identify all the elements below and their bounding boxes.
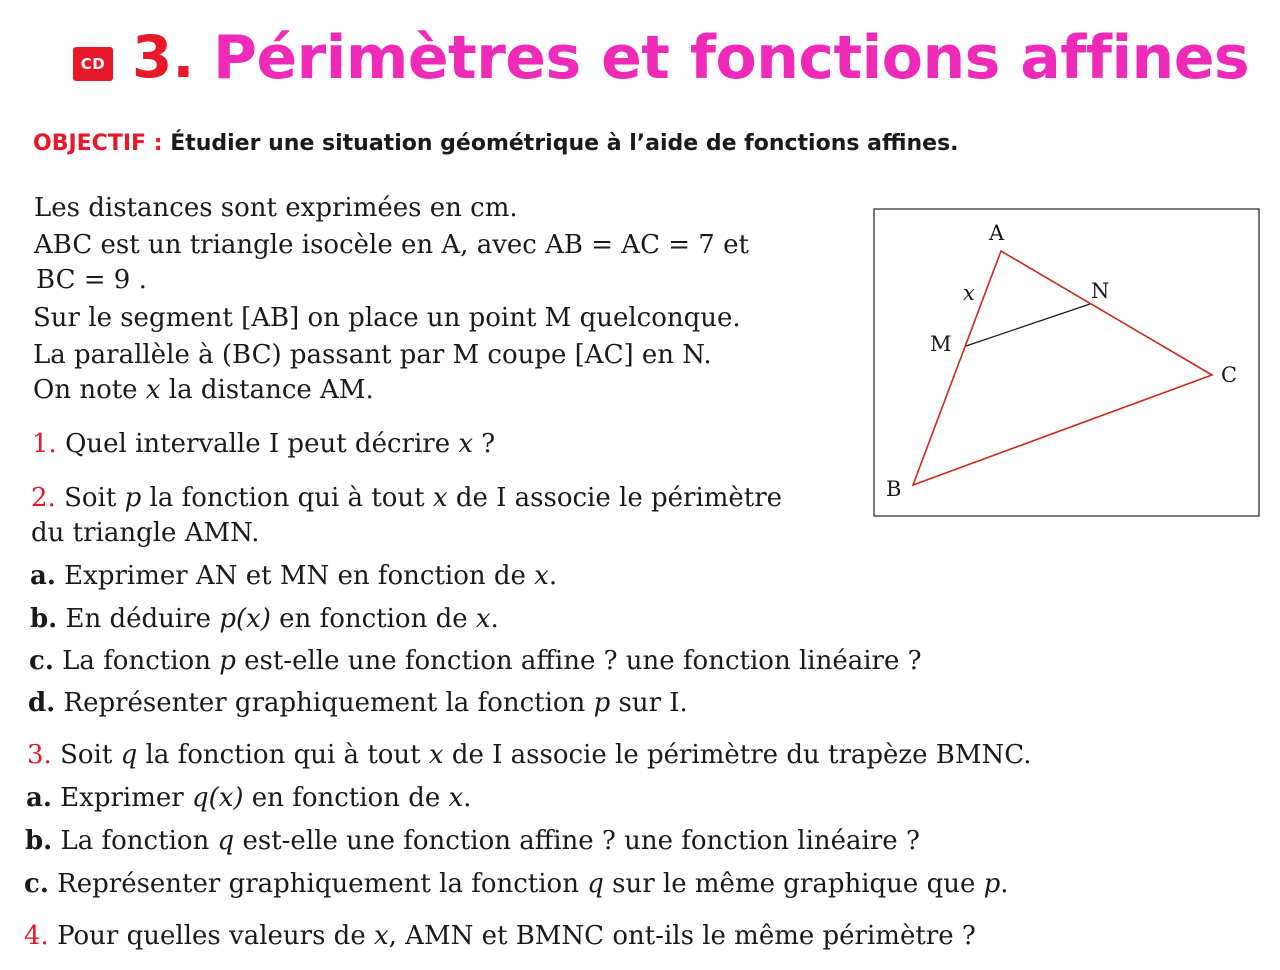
text: On note <box>33 375 146 405</box>
var-p: p <box>983 869 1001 899</box>
objective <box>33 133 959 155</box>
intro-line-6 <box>33 377 374 403</box>
text: sur le même graphique que <box>603 869 984 899</box>
sub-label: c. <box>29 646 54 676</box>
text: . <box>548 561 558 591</box>
expr-p-x: p(x) <box>219 604 271 634</box>
sub-label: c. <box>24 869 49 899</box>
text: . <box>1000 869 1009 899</box>
text: , AMN et BMNC ont-ils le même périmètre ? <box>388 921 976 951</box>
cd-badge: CD <box>73 47 113 81</box>
var-x: x <box>432 483 448 513</box>
var-x: x <box>428 740 444 770</box>
text: Soit <box>64 483 125 513</box>
expr-q-x: q(x) <box>191 783 244 813</box>
text: de I associe le périmètre du trapèze BMNC. <box>443 740 1032 770</box>
question-2a <box>30 563 557 589</box>
var-q: q <box>587 869 604 899</box>
text: Quel intervalle I peut décrire <box>65 429 459 459</box>
text: . <box>490 604 499 634</box>
intro-line-4: Sur le segment [AB] on place un point M quelconque. <box>33 303 741 333</box>
triangle-abc <box>913 251 1212 485</box>
exercise-title: Périmètres et fonctions affines <box>213 23 1250 93</box>
var-x: x <box>373 921 389 951</box>
figure-frame <box>874 209 1259 516</box>
question-3 <box>27 742 1031 768</box>
sub-label: a. <box>26 783 52 813</box>
text: en fonction de <box>270 604 476 634</box>
intro-line-5: La parallèle à (BC) passant par M coupe [AC] en N. <box>33 340 712 370</box>
exercise-number: 3. <box>132 23 195 91</box>
question-number: 4. <box>24 921 49 951</box>
text: Soit <box>60 740 121 770</box>
objective-text: Étudier une situation géométrique à l’aide de fonctions affines. <box>170 131 959 156</box>
label-m: M <box>930 332 952 356</box>
var-x: x <box>458 429 474 459</box>
var-p: p <box>593 688 611 718</box>
var-x: x <box>448 783 464 813</box>
intro-line-3: BC = 9 . <box>36 265 147 295</box>
triangle-svg <box>870 207 1260 518</box>
text: Exprimer <box>60 783 192 813</box>
text: la fonction qui à tout <box>137 740 429 770</box>
question-2-line-2: du triangle AMN. <box>31 518 260 548</box>
var-q: q <box>217 826 235 856</box>
text: la fonction qui à tout <box>141 483 433 513</box>
var-q: q <box>120 740 138 770</box>
question-3a <box>26 785 471 811</box>
triangle-figure <box>870 207 1260 518</box>
label-b: B <box>886 477 902 501</box>
text: de I associe le périmètre <box>447 483 783 513</box>
intro-line-1: Les distances sont exprimées en cm. <box>34 193 518 223</box>
var-p: p <box>219 646 236 676</box>
text: est-elle une fonction affine ? une fonction linéaire ? <box>235 646 922 676</box>
text: La fonction <box>62 646 220 676</box>
text: . <box>463 783 472 813</box>
question-2b <box>30 606 499 632</box>
text: est-elle une fonction affine ? une fonction linéaire ? <box>234 826 920 856</box>
question-number: 2. <box>31 483 56 513</box>
text: En déduire <box>65 604 220 634</box>
var-x: x <box>145 375 161 405</box>
sub-label: b. <box>30 604 58 634</box>
label-a: A <box>989 221 1005 245</box>
text: ? <box>473 429 496 459</box>
question-number: 1. <box>32 429 57 459</box>
sub-label: a. <box>30 561 56 591</box>
label-c: C <box>1221 363 1238 387</box>
label-x: x <box>963 281 975 305</box>
sub-label: d. <box>28 688 56 718</box>
text: Représenter graphiquement la fonction <box>63 688 594 718</box>
var-x: x <box>534 561 549 591</box>
question-2d <box>28 690 688 716</box>
text: Représenter graphiquement la fonction <box>57 869 588 899</box>
text: Exprimer AN et MN en fonction de <box>64 561 535 591</box>
text: sur I. <box>610 688 688 718</box>
question-number: 3. <box>27 740 52 770</box>
intro-line-2: ABC est un triangle isocèle en A, avec AB = AC = 7 et <box>34 230 749 260</box>
question-1 <box>32 431 495 457</box>
text: La fonction <box>60 826 218 856</box>
question-3c <box>24 871 1009 897</box>
text: la distance AM. <box>160 375 374 405</box>
question-4 <box>24 923 976 949</box>
question-2 <box>31 485 782 511</box>
sub-label: b. <box>25 826 53 856</box>
var-x: x <box>475 604 491 634</box>
var-p: p <box>124 483 142 513</box>
question-3b <box>25 828 920 854</box>
text: Pour quelles valeurs de <box>57 921 374 951</box>
label-n: N <box>1091 279 1110 303</box>
objective-label: OBJECTIF : <box>33 131 163 156</box>
segment-mn <box>966 304 1090 346</box>
question-2c <box>29 648 922 674</box>
text: en fonction de <box>243 783 449 813</box>
